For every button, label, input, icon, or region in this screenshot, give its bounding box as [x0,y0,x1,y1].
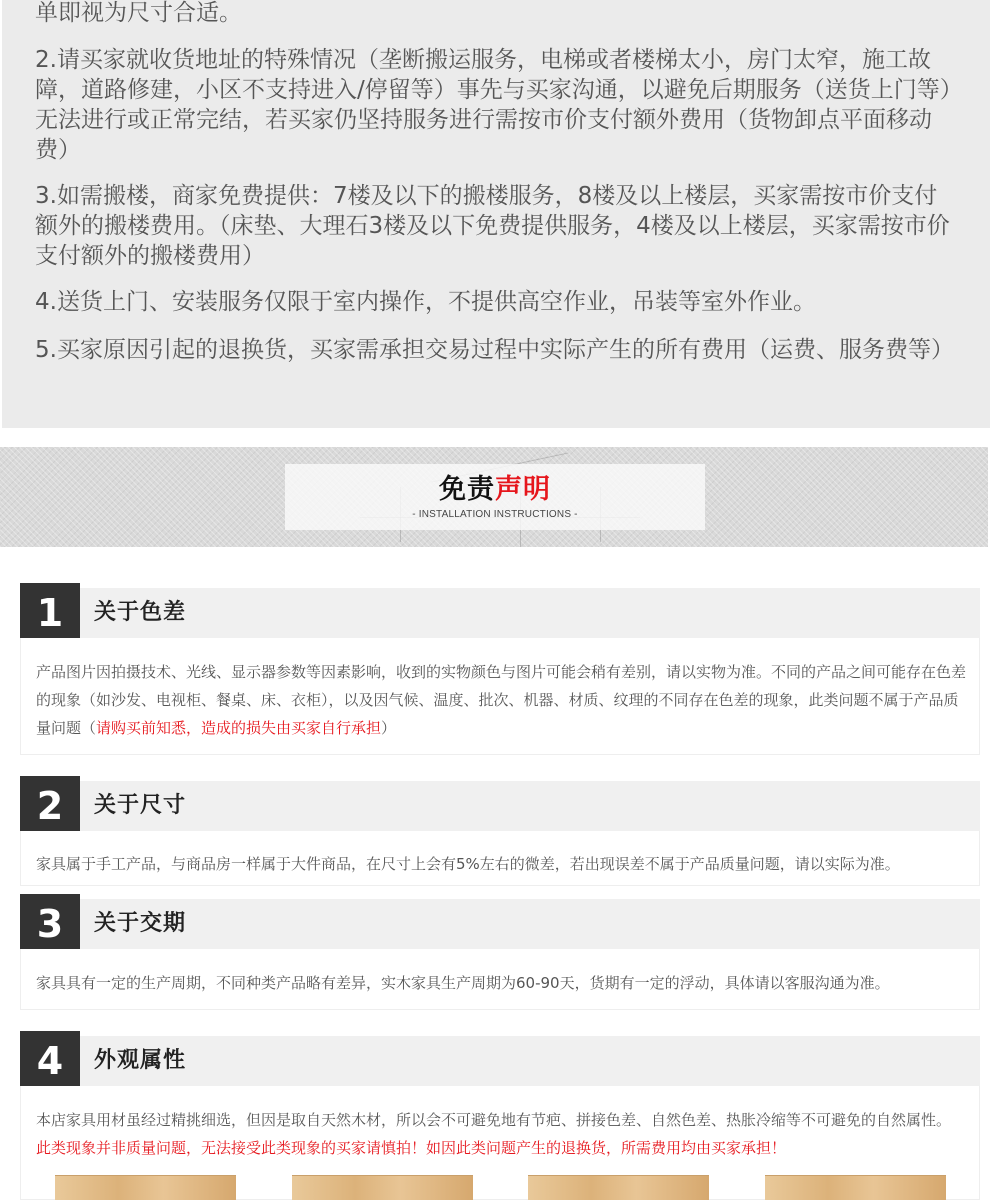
notice-paragraph-4: 4.送货上门、安装服务仅限于室内操作，不提供高空作业，吊装等室外作业。 [35,289,816,315]
section-text-warning: 请购买前知悉，造成的损失由买家自行承担 [96,719,382,737]
section-number: 3 [20,894,80,954]
section-text-warning: 此类现象并非质量问题，无法接受此类现象的买家请慎拍！如因此类问题产生的退换货，所需费用均由买家承担！ [36,1139,787,1157]
section-text-end: ） [381,719,397,737]
banner-subtitle: - INSTALLATION INSTRUCTIONS - [412,509,578,520]
notice-paragraph-1-tail: 单即视为尺寸合适。 [35,0,242,26]
section-body [20,831,980,886]
wood-sample-images [35,1175,935,1200]
section-color-difference [20,583,980,755]
notice-paragraph-2: 2.请买家就收货地址的特殊情况（垄断搬运服务，电梯或者楼梯太小，房门太窄，施工故障，道路修建，小区不支持进入/停留等）事先与买家沟通，以避免后期服务（送货上门等）无法进行或正常完结，若买家仍坚持服务进行需按市价支付额外费用（货物卸点平面移动费） [35,47,952,163]
banner-title [285,474,705,506]
section-title: 关于交期 [94,911,187,936]
section-text: 家具具有一定的生产周期，不同种类产品略有差异，实木家具生产周期为60-90天，货期有一定的浮动，具体请以客服沟通为准。 [36,974,890,992]
section-size [20,776,980,886]
banner-title-box [285,464,705,530]
section-header-bar [80,1036,980,1086]
section-number: 1 [20,583,80,643]
banner-title-black: 免责 [439,474,495,505]
notice-paragraph-3: 3.如需搬楼，商家免费提供：7楼及以下的搬楼服务，8楼及以上楼层，买家需按市价支付额外的搬楼费用。（床垫、大理石3楼及以下免费提供服务，4楼及以上楼层，买家需按市价支付额外的搬楼费用） [35,183,950,269]
delivery-notice-block [2,0,990,428]
section-header [20,583,980,643]
section-delivery-time [20,894,980,1010]
section-text [36,658,966,742]
section-text-main: 本店家具用材虽经过精挑细选，但因是取自天然木材，所以会不可避免地有节疤、拼接色差、自然色差、热胀冷缩等不可避免的自然属性。 [36,1111,952,1129]
section-header-bar [80,588,980,638]
section-header [20,894,980,954]
section-header [20,776,980,836]
notice-paragraph-5: 5.买家原因引起的退换货，买家需承担交易过程中实际产生的所有费用（运费、服务费等） [35,337,954,363]
section-header-bar [80,781,980,831]
section-title: 关于尺寸 [94,793,187,818]
banner-title-red: 声明 [495,474,551,505]
wood-sample-image [292,1175,473,1200]
section-text [36,1106,966,1162]
section-body [20,638,980,755]
wood-sample-image [528,1175,709,1200]
section-header [20,1031,980,1091]
section-number: 4 [20,1031,80,1091]
wood-sample-image [765,1175,946,1200]
section-text: 家具属于手工产品，与商品房一样属于大件商品，在尺寸上会有5%左右的微差，若出现误差不属于产品质量问题，请以实际为准。 [36,855,900,873]
disclaimer-banner [0,447,988,547]
section-number: 2 [20,776,80,836]
section-body [20,949,980,1010]
section-title: 外观属性 [94,1048,187,1073]
section-title: 关于色差 [94,600,187,625]
section-text-main: 产品图片因拍摄技术、光线、显示器参数等因素影响，收到的实物颜色与图片可能会稍有差别，请以实物为准。不同的产品之间可能存在色差的现象（如沙发、电视柜、餐桌、床、衣柜），以及因气候、温度、批次、机器、材质、纹理的不同存在色差的现象，此类问题不属于产品质量问题（ [36,663,967,737]
wood-sample-image [55,1175,236,1200]
section-header-bar [80,899,980,949]
